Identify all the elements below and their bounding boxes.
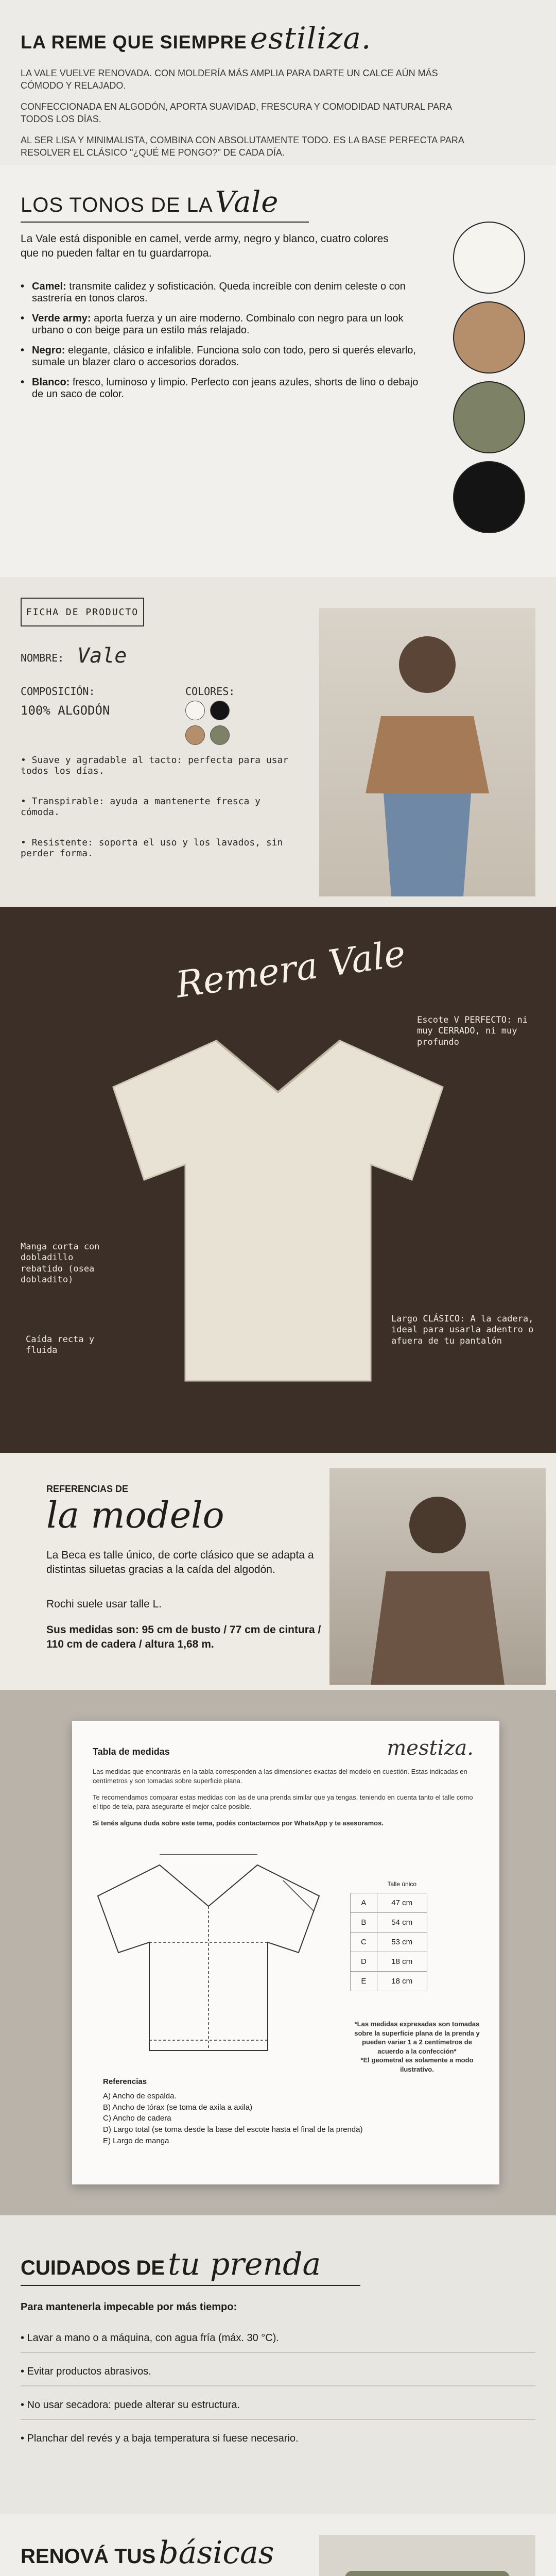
- size-chart-card: [72, 1721, 499, 2184]
- color-dot: [185, 725, 205, 745]
- tono-item: • Camel: transmite calidez y sofisticación. Queda increíble con denim celeste o con sastrería en tonos claros.: [21, 281, 432, 304]
- intro-section: [0, 0, 556, 165]
- modelo-label-small: REFERENCIAS DE: [46, 1484, 129, 1494]
- divider: [21, 222, 309, 223]
- cuidado-item: • Lavar a mano o a máquina, con agua fría (máx. 30 °C).: [21, 2332, 279, 2344]
- table-row: D 18 cm: [351, 1952, 427, 1972]
- swatch-camel: [453, 301, 525, 374]
- feature-2: • Transpirable: ayuda a mantenerte fresca y cómoda.: [21, 796, 260, 818]
- garment-diagram: [93, 1844, 324, 2061]
- swatch-green: [453, 381, 525, 453]
- feature-3: • Resistente: soporta el uso y los lavados, sin perder forma.: [21, 837, 283, 859]
- composicion-label: COMPOSICIÓN:: [21, 685, 95, 698]
- nombre-value: Vale: [77, 644, 127, 668]
- modelo-section: [0, 1453, 556, 1690]
- cuidados-title: CUIDADOS DE tu prenda: [21, 2246, 321, 2282]
- size-note-2: Te recomendamos comparar estas medidas con las de una prenda similar que ya tengas, teniendo en cuenta tanto el talle como el tipo de tela, para asegurarte el mejor calce posible.: [93, 1793, 473, 1810]
- size-note-3: Si tenés alguna duda sobre este tema, podés contactarnos por WhatsApp y te asesoramos.: [93, 1819, 384, 1827]
- tonos-section: [0, 165, 556, 577]
- modelo-p3: Sus medidas son: 95 cm de busto / 77 cm de cintura / 110 cm de cadera / altura 1,68 m.: [46, 1624, 321, 1651]
- divider: [21, 2352, 535, 2353]
- annotation-caida: Caída recta y fluida: [26, 1334, 95, 1356]
- table-row: E 18 cm: [351, 1972, 427, 1991]
- model-photo: [319, 608, 535, 896]
- color-dot: [210, 701, 230, 720]
- nombre-label: NOMBRE:: [21, 652, 64, 664]
- cuidados-intro: Para mantenerla impecable por más tiempo:: [21, 2301, 237, 2313]
- basicas-title: RENOVÁ TUS básicas: [21, 2535, 274, 2571]
- cuidado-item: • Planchar del revés y a baja temperatura si fuese necesario.: [21, 2433, 299, 2444]
- table-row: C 53 cm: [351, 1933, 427, 1952]
- model-photo: [329, 1468, 546, 1685]
- references: Referencias A) Ancho de espalda. B) Ancho de tórax (se toma de axila a axila) C) Ancho de cadera D) Largo total (se toma desde la base del escote hasta el final de la prenda) E) Largo de manga: [103, 2077, 363, 2145]
- composicion-value: 100% ALGODÓN: [21, 703, 110, 718]
- brand-logo: mestiza.: [387, 1736, 474, 1760]
- basicas-section: [0, 2514, 556, 2576]
- tonos-intro: La Vale está disponible en camel, verde army, negro y blanco, cuatro colores que no pueden faltar en tu guardarropa.: [21, 233, 389, 260]
- remera-title: Remera Vale: [173, 932, 408, 1006]
- swatch-white: [453, 222, 525, 294]
- tono-item: • Blanco: fresco, luminoso y limpio. Perfecto con jeans azules, shorts de lino o debajo de un saco de color.: [21, 377, 432, 400]
- modelo-p1: La Beca es talle único, de corte clásico que se adapta a distintas siluetas gracias a la caída del algodón.: [46, 1549, 314, 1576]
- modelo-label-script: la modelo: [46, 1494, 224, 1536]
- remera-section: [0, 907, 556, 1453]
- intro-paragraph-3: AL SER LISA Y MINIMALISTA, COMBINA CON ABSOLUTAMENTE TODO. ES LA BASE PERFECTA PARA RESOLVER EL CLÁSICO "¿QUÉ ME PONGO?" DE CADA DÍA.: [21, 135, 464, 158]
- colores-label: COLORES:: [185, 685, 235, 698]
- modelo-p2: Rochi suele usar talle L.: [46, 1598, 162, 1610]
- intro-title: LA REME QUE SIEMPRE estiliza.: [21, 21, 372, 56]
- cuidado-item: • No usar secadora: puede alterar su estructura.: [21, 2399, 240, 2411]
- cuidado-item: • Evitar productos abrasivos.: [21, 2366, 151, 2377]
- size-note-1: Las medidas que encontrarás en la tabla corresponden a las dimensiones exactas del modelo en cuestión. Estas indicadas en centímetros y son tomadas sobre superficie plana.: [93, 1768, 467, 1785]
- ficha-button: FICHA DE PRODUCTO: [21, 598, 144, 626]
- feature-1: • Suave y agradable al tacto: perfecta para usar todos los días.: [21, 755, 289, 776]
- cuidados-section: [0, 2215, 556, 2514]
- tshirt-stack-image: [319, 2535, 535, 2576]
- annotation-manga: Manga corta con dobladillo rebatido (osea dobladito): [21, 1242, 100, 1285]
- size-chart-title: Tabla de medidas: [93, 1747, 170, 1757]
- table-row: A 47 cm: [351, 1893, 427, 1913]
- size-table-header: Talle único: [387, 1880, 417, 1888]
- tono-item: • Negro: elegante, clásico e infalible. Funciona solo con todo, pero si querés elevarlo, sumale un blazer claro o accesorios dorados.: [21, 345, 432, 368]
- intro-paragraph-2: CONFECCIONADA EN ALGODÓN, APORTA SUAVIDAD, FRESCURA Y COMODIDAD NATURAL PARA TODOS LOS DÍAS.: [21, 101, 452, 125]
- divider: [21, 2385, 535, 2386]
- ficha-section: [0, 577, 556, 907]
- size-table: [350, 1875, 427, 1991]
- medidas-section: [0, 1690, 556, 2215]
- color-dot: [210, 725, 230, 745]
- tonos-list: [21, 281, 432, 409]
- table-row: B 54 cm: [351, 1913, 427, 1933]
- divider: [21, 2419, 535, 2420]
- divider: [21, 2285, 360, 2286]
- size-footnote-1: *Las medidas expresadas son tomadas sobre la superficie plana de la prenda y pueden variar 1 a 2 centímetros de acuerdo a la confección*: [354, 2020, 480, 2055]
- size-footnote-2: *El geometral es solamente a modo ilustrativo.: [360, 2056, 474, 2073]
- tono-item: • Verde army: aporta fuerza y un aire moderno. Combinalo con negro para un look urbano o con beige para un estilo más relajado.: [21, 313, 432, 336]
- annotation-escote: Escote V PERFECTO: ni muy CERRADO, ni muy profundo: [417, 1015, 528, 1047]
- intro-paragraph-1: LA VALE VUELVE RENOVADA. CON MOLDERÍA MÁS AMPLIA PARA DARTE UN CALCE AÚN MÁS CÓMODO Y RELAJADO.: [21, 68, 438, 91]
- annotation-largo: Largo CLÁSICO: A la cadera, ideal para usarla adentro o afuera de tu pantalón: [391, 1314, 534, 1346]
- tonos-title: LOS TONOS DE LAVale: [21, 185, 279, 219]
- color-dot: [185, 701, 205, 720]
- swatch-black: [453, 461, 525, 533]
